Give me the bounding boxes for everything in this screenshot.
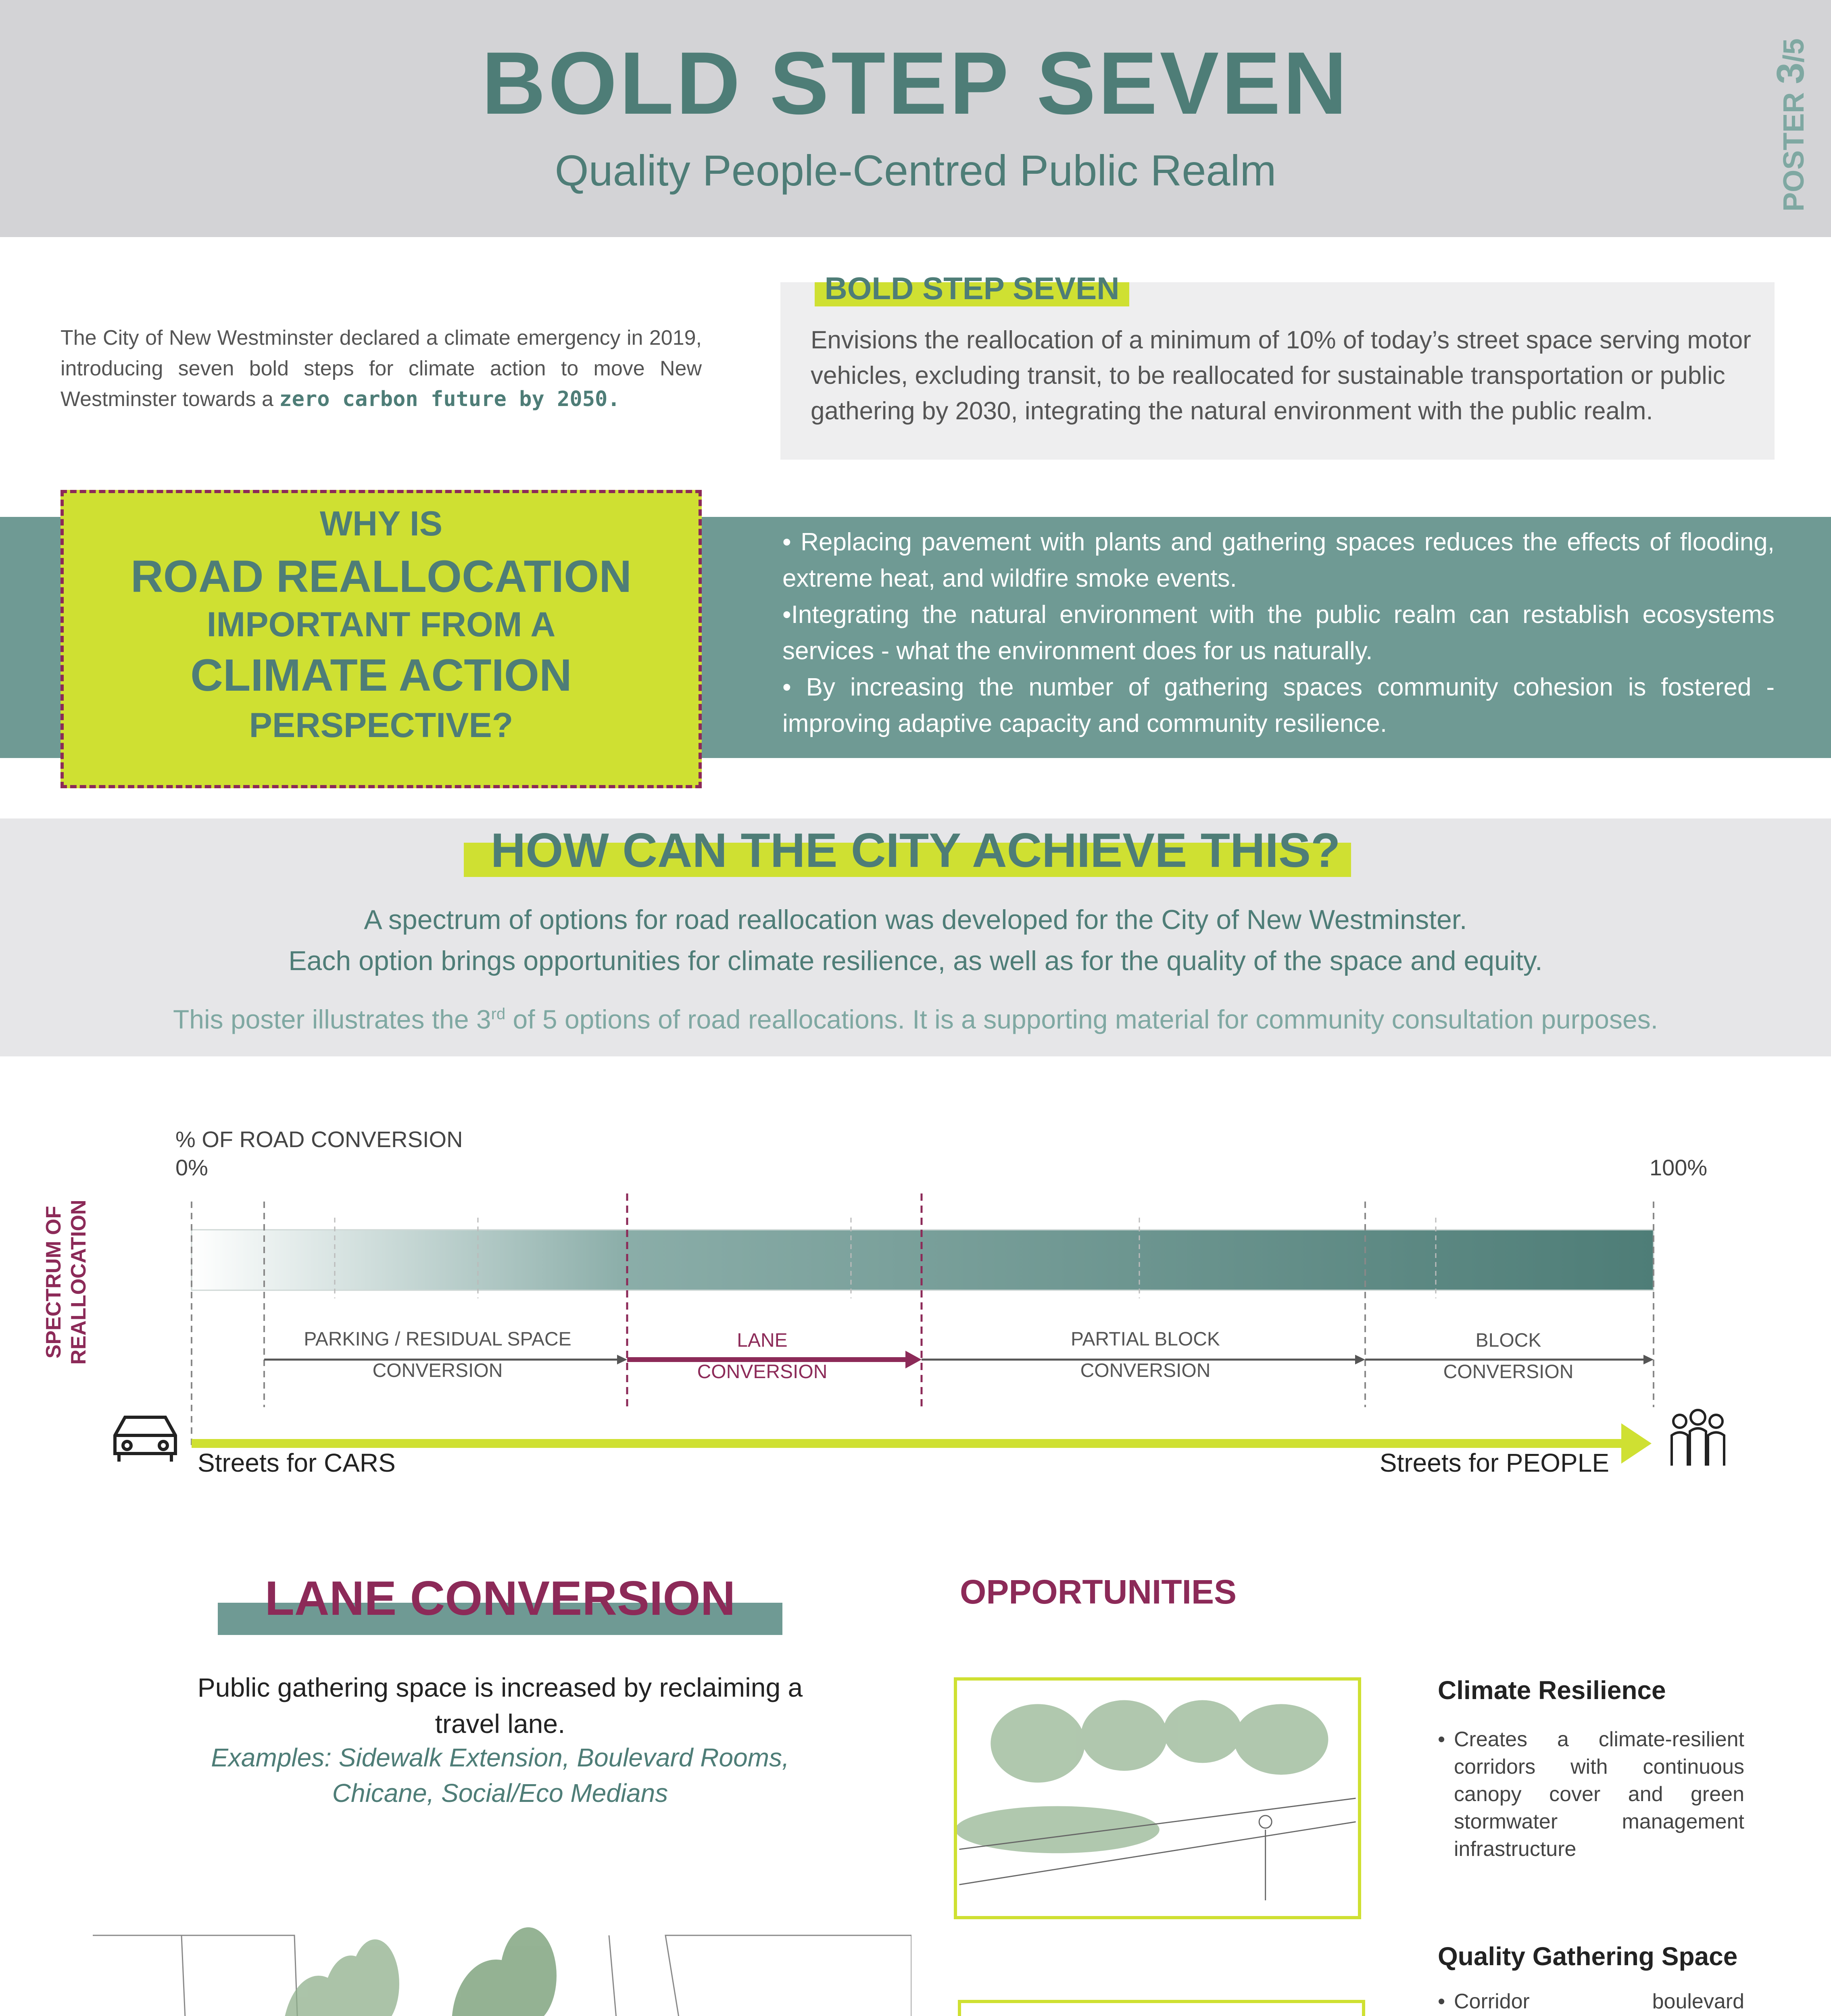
tree-icon: [1081, 1700, 1167, 1771]
tree-icon: [1164, 1700, 1242, 1763]
how-note-sup: rd: [491, 1005, 506, 1023]
lane-conversion-title: LANE CONVERSION: [265, 1571, 736, 1625]
spectrum-axis-label: % OF ROAD CONVERSION: [175, 1127, 463, 1152]
why-line-1: WHY IS: [319, 504, 443, 543]
why-bullet: •Integrating the natural environment with the public realm can restablish ecosystems services - what the environment does for us naturally.: [782, 601, 1775, 665]
list-item: • Corridor boulevard: [1438, 1988, 1744, 2016]
poster-number-tag: [1758, 36, 1823, 214]
spectrum-end-label: 100%: [1650, 1155, 1708, 1180]
lane-examples: Examples: Sidewalk Extension, Boulevard Rooms, Chicane, Social/Eco Medians: [211, 1743, 789, 1808]
building-right: [665, 1935, 911, 2016]
intro-paragraph: [60, 323, 702, 414]
intro-text: The City of New Westminster declared a climate emergency in 2019, introducing seven bold steps for climate action to move New Westminster towards a: [60, 326, 702, 411]
opportunity-heading-gathering: Quality Gathering Space: [1438, 1942, 1738, 1971]
streets-for-people: Streets for PEOPLE: [1379, 1448, 1609, 1477]
poster-number: 3: [1769, 62, 1812, 84]
building-edge: [181, 1935, 194, 2016]
segment-label-4b: CONVERSION: [1443, 1361, 1574, 1383]
why-line-4: CLIMATE ACTION: [190, 650, 572, 700]
segment-label-1a: PARKING / RESIDUAL SPACE: [304, 1329, 571, 1350]
segment-label-4a: BLOCK: [1475, 1330, 1541, 1351]
why-line-5: PERSPECTIVE?: [249, 706, 513, 745]
list-item: • Creates a climate-resilient corridors with continuous canopy cover and green stormwater management infrastructure: [1438, 1726, 1744, 1863]
page-title: BOLD STEP SEVEN: [482, 33, 1349, 133]
tree-icon: [351, 1939, 399, 2016]
how-note: [0, 1004, 1831, 1035]
how-description: [0, 899, 1831, 981]
how-note-pre: This poster illustrates the 3: [173, 1004, 491, 1034]
tree-icon: [500, 1927, 557, 2016]
spectrum-diagram: [0, 1089, 1831, 1492]
segment-label-1b: CONVERSION: [372, 1360, 503, 1381]
how-title: HOW CAN THE CITY ACHIEVE THIS?: [490, 823, 1341, 877]
opportunity-heading-climate: Climate Resilience: [1438, 1676, 1666, 1705]
poster-label: POSTER: [1778, 92, 1810, 212]
trees-left: [238, 1939, 399, 2016]
how-desc-line-2: Each option brings opportunities for climate resilience, as well as for the quality of the space and equity.: [288, 946, 1543, 976]
lane-description: Public gathering space is increased by reclaiming a travel lane.: [197, 1672, 803, 1739]
street-illustration: [93, 1919, 911, 2016]
wall-edge: [609, 1935, 649, 2016]
spectrum-side-label: [42, 1200, 90, 1364]
segment-label-2a: LANE: [737, 1330, 788, 1351]
poster-total: /5: [1778, 38, 1810, 63]
building-left: [93, 1935, 302, 2016]
bold-step-text: Envisions the reallocation of a minimum of 10% of today’s street space serving motor vehicles, excluding transit, to be reallocated for sustainable transportation or public gathering by 2030, integrating the natural environment with the public realm.: [811, 326, 1751, 425]
climate-sketch: [957, 1681, 1358, 1916]
tree-icon: [1234, 1704, 1328, 1774]
person-icon: [1259, 1816, 1272, 1828]
segment-label-3a: PARTIAL BLOCK: [1071, 1329, 1220, 1350]
how-desc-line-1: A spectrum of options for road reallocation was developed for the City of New Westminster.: [364, 904, 1467, 935]
opportunity-image-climate: [954, 1677, 1361, 1919]
opportunity-list-climate: [1438, 1726, 1744, 1863]
trees-center: [423, 1927, 609, 2016]
tree-icon: [991, 1704, 1085, 1783]
why-bullet: • By increasing the number of gathering spaces community cohesion is fostered - improving adaptive capacity and community resilience.: [782, 673, 1775, 737]
why-line-2: ROAD REALLOCATION: [130, 551, 632, 602]
streets-for-cars: Streets for CARS: [198, 1448, 396, 1477]
side-label-2: REALLOCATION: [67, 1200, 90, 1365]
opportunity-list-gathering: [1438, 1988, 1744, 2016]
car-icon: [115, 1417, 175, 1462]
gathering-sketch: [961, 2003, 1362, 2016]
segment-label-3b: CONVERSION: [1080, 1360, 1211, 1381]
intro-highlight: zero carbon future by 2050.: [279, 387, 620, 411]
why-bullets: [782, 524, 1775, 742]
side-label-1: SPECTRUM OF: [42, 1206, 65, 1359]
opportunities-title: OPPORTUNITIES: [960, 1573, 1237, 1611]
opportunity-image-gathering: [958, 2000, 1365, 2016]
spectrum-start-label: 0%: [175, 1155, 208, 1180]
segment-label-2b: CONVERSION: [697, 1361, 828, 1383]
how-note-post: of 5 options of road reallocations. It is a supporting material for community consultation purposes.: [505, 1004, 1658, 1034]
page-subtitle: Quality People-Centred Public Realm: [555, 146, 1276, 195]
why-bullet: • Replacing pavement with plants and gathering spaces reduces the effects of flooding, extreme heat, and wildfire smoke events.: [782, 528, 1775, 592]
why-line-3: IMPORTANT FROM A: [206, 605, 556, 644]
people-icon: [1672, 1410, 1724, 1466]
bold-step-label: BOLD STEP SEVEN: [824, 271, 1120, 306]
